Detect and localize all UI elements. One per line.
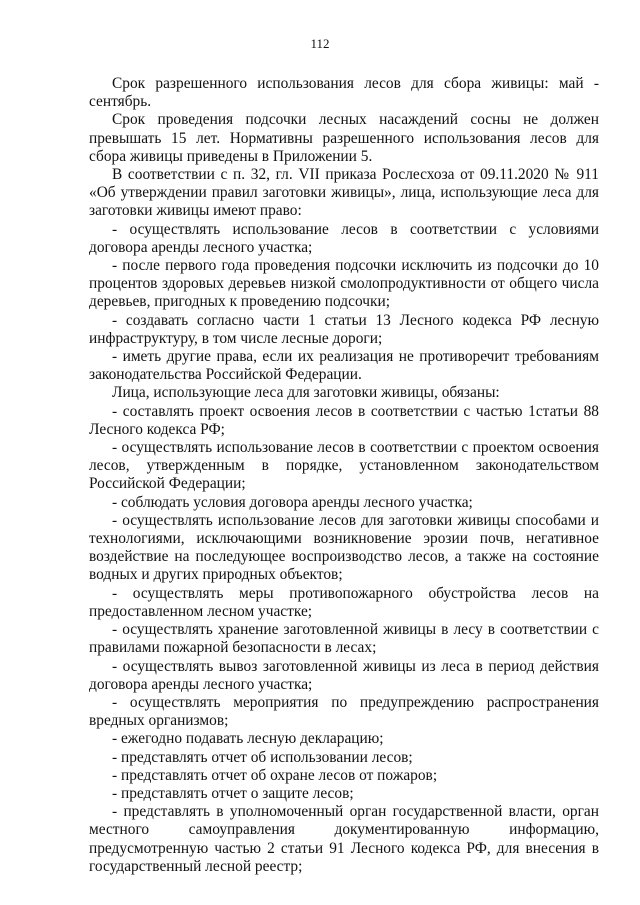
list-item: - представлять отчет об охране лесов от пожаров;: [112, 766, 438, 784]
list-item: - создавать согласно части 1 статьи 13 Лесного кодекса РФ лесную инфраструктуру, в том числе лесные дороги;: [89, 311, 599, 347]
list-item: - осуществлять хранение заготовленной живицы в лесу в соответствии с правилами пожарной безопасности в лесах;: [89, 621, 599, 657]
list-item: - осуществлять использование лесов в соответствии с проектом освоения лесов, утвержденным в порядке, установленном законодательством Российской Федерации;: [89, 439, 599, 493]
paragraph: В соответствии с п. 32, гл. VII приказа Рослесхоза от 09.11.2020 № 911 «Об утверждении правил заготовки живицы», лица, использующие леса для заготовки живицы имеют право:: [89, 166, 599, 220]
list-item: - соблюдать условия договора аренды лесного участка;: [112, 493, 473, 511]
list-item: - иметь другие права, если их реализация не противоречит требованиям законодательства Российской Федерации.: [89, 348, 599, 384]
list-item: - ежегодно подавать лесную декларацию;: [112, 730, 384, 748]
paragraph: Срок проведения подсочки лесных насаждений сосны не должен превышать 15 лет. Нормативны разрешенного использования лесов для сбора живицы приведены в Приложении 5.: [89, 111, 599, 165]
list-item: - осуществлять меры противопожарного обустройства лесов на предоставленном лесном участке;: [89, 584, 599, 620]
list-item: - осуществлять использование лесов для заготовки живицы способами и технологиями, исключающими возникновение эрозии почв, негативное воздействие на последующее воспроизводство лесов, а также на состояние водных и других природных объектов;: [89, 511, 599, 584]
list-item: - осуществлять мероприятия по предупреждению распространения вредных организмов;: [89, 693, 599, 730]
paragraph: Лица, использующие леса для заготовки живицы, обязаны:: [112, 384, 500, 402]
document-body: [89, 75, 599, 876]
list-item: - представлять отчет о защите лесов;: [112, 784, 354, 802]
list-item: - представлять в уполномоченный орган государственной власти, орган местного самоуправления документированную информацию, предусмотренную частью 2 статьи 91 Лесного кодекса РФ, для внесения в государственный лесной реестр;: [89, 803, 599, 875]
list-item: - после первого года проведения подсочки исключить из подсочки до 10 процентов здоровых деревьев низкой смолопродуктивности от общего числа деревьев, пригодных к проведению подсочки;: [89, 257, 599, 311]
list-item: - составлять проект освоения лесов в соответствии с частью 1статьи 88 Лесного кодекса РФ;: [89, 402, 599, 438]
list-item: - представлять отчет об использовании лесов;: [112, 748, 413, 766]
list-item: - осуществлять вывоз заготовленной живицы из леса в период действия договора аренды лесного участка;: [89, 657, 599, 693]
list-item: - осуществлять использование лесов в соответствии с условиями договора аренды лесного участка;: [89, 220, 599, 256]
page-number: 112: [310, 36, 330, 51]
paragraph: Срок разрешенного использования лесов для сбора живицы: май - сентябрь.: [89, 75, 599, 111]
